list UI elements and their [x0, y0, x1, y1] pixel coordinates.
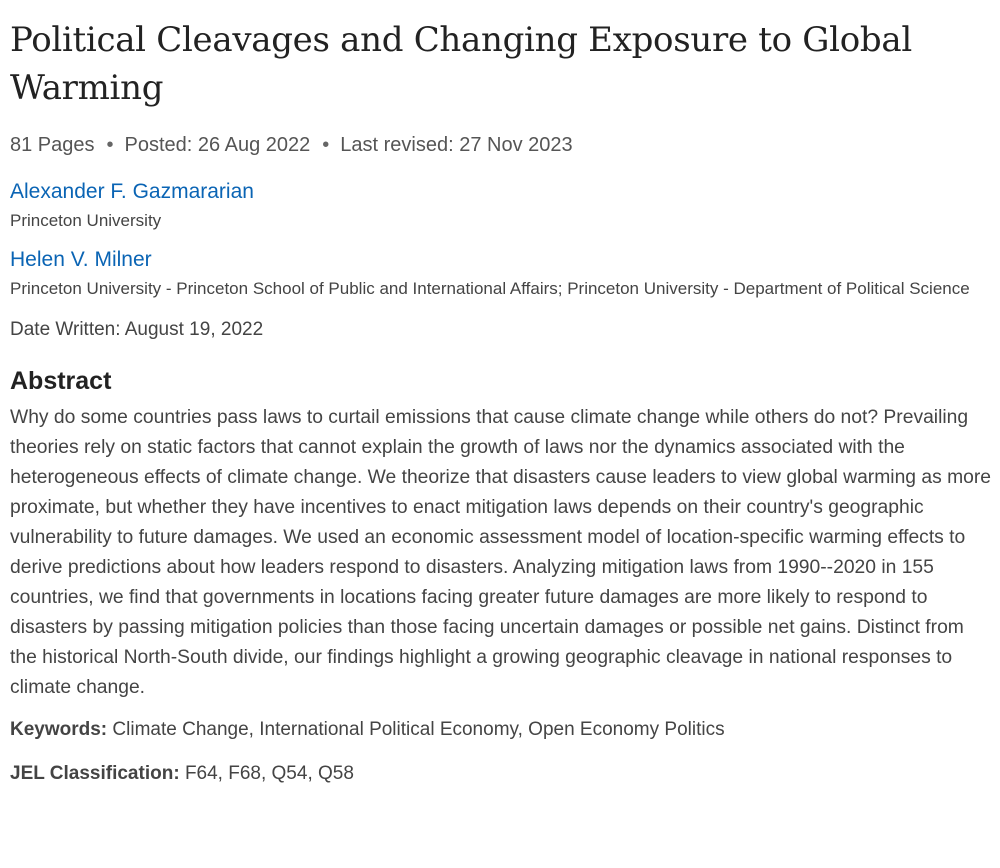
jel-value: F64, F68, Q54, Q58 — [184, 763, 354, 784]
keywords-value: Climate Change, International Political Economy, Open Economy Politics — [112, 719, 725, 740]
abstract-heading: Abstract — [10, 367, 112, 395]
author-block — [10, 245, 992, 302]
keywords-label: Keywords: — [10, 719, 108, 740]
meta-separator: • — [106, 134, 114, 156]
jel-label: JEL Classification: — [10, 763, 180, 784]
abstract-text: Why do some countries pass laws to curtail emissions that cause climate change while others do not? Prevailing theories rely on static factors that cannot explain the growth of laws nor the dynamics associated with the heterogeneous effects of climate change. We theorize that disasters cause leaders to view global warming as more proximate, but whether they have incentives to enact mitigation laws depends on their country's geographic vulnerability to future damages. We used an economic assessment model of location-specific warming effects to derive predictions about how leaders respond to disasters. Analyzing mitigation laws from 1990--2020 in 155 countries, we find that governments in locations facing greater future damages are more likely to respond to disasters by passing mitigation policies than those facing uncertain damages or possible net gains. Distinct from the historical North-South divide, our findings highlight a growing geographic cleavage in national responses to climate change. — [10, 407, 992, 698]
author-affiliation: Princeton University - Princeton School of Public and International Affairs; Princeton University - Department of Political Science — [10, 279, 970, 298]
author-link-gazmararian[interactable]: Alexander F. Gazmararian — [10, 180, 254, 203]
paper-meta — [10, 131, 992, 159]
posted-date: Posted: 26 Aug 2022 — [124, 134, 311, 156]
paper-title: Political Cleavages and Changing Exposure to Global Warming — [10, 20, 912, 108]
meta-separator: • — [322, 134, 330, 156]
revised-date: Last revised: 27 Nov 2023 — [340, 134, 573, 156]
page-count: 81 Pages — [10, 134, 95, 156]
date-written: Date Written: August 19, 2022 — [10, 319, 264, 340]
author-affiliation: Princeton University — [10, 211, 162, 230]
keywords-row — [10, 716, 992, 744]
paper-page — [10, 0, 992, 788]
jel-row — [10, 760, 992, 788]
author-link-milner[interactable]: Helen V. Milner — [10, 248, 152, 271]
author-block — [10, 177, 992, 234]
